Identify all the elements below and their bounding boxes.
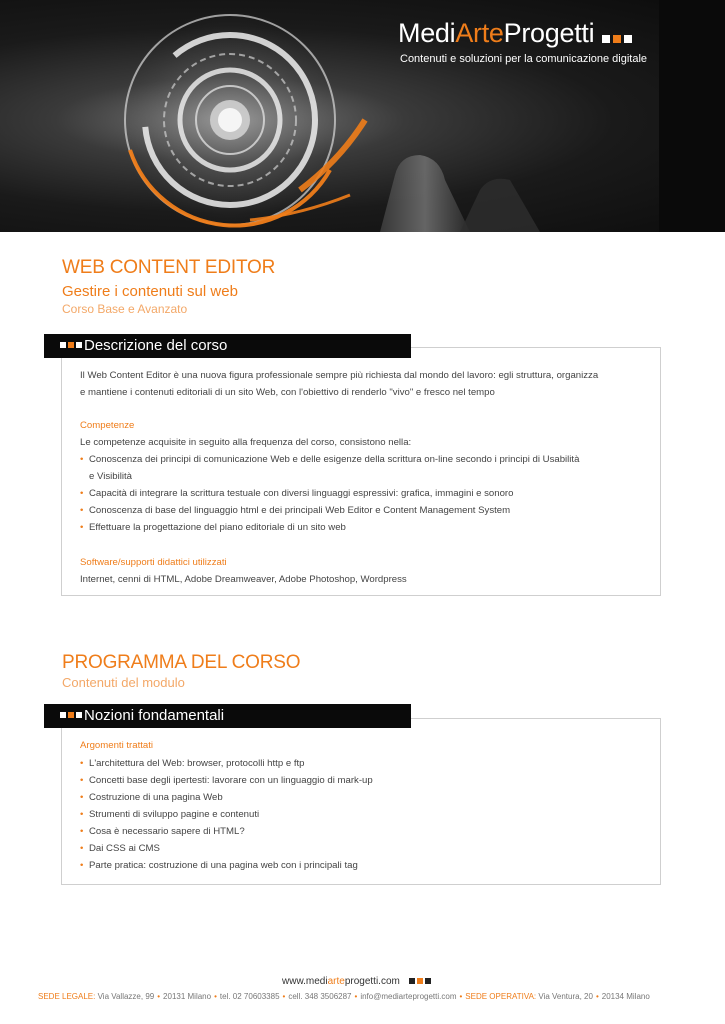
topics-list [80, 755, 373, 874]
list-item: • Effettuare la progettazione del piano editoriale di un sito web [80, 519, 579, 536]
phone: tel. 02 70603385 [219, 992, 280, 1001]
course-title: WEB CONTENT EDITOR [62, 257, 276, 278]
brand-title-accent: Arte [455, 18, 504, 48]
city: 20131 Milano [163, 992, 212, 1001]
description-bar-label: Descrizione del corso [84, 337, 228, 354]
program-bar [44, 704, 411, 728]
website-part: www.medi [282, 976, 328, 987]
competenze-label: Competenze [80, 420, 135, 431]
list-item: e Visibilità [89, 471, 133, 482]
brand-logo [398, 18, 635, 50]
hero-side-strip [659, 0, 725, 232]
intro-line: Il Web Content Editor è una nuova figura professionale sempre più richiesta dal mondo del lavoro: egli struttura, organizza [80, 370, 599, 381]
list-item: • L'architettura del Web: browser, protocolli http e ftp [80, 755, 373, 772]
bullet-squares-icon [60, 342, 66, 348]
brand-squares-icon [602, 19, 635, 50]
course-subtitle: Gestire i contenuti sul web [62, 283, 238, 300]
bullet-squares-icon [60, 712, 66, 718]
email-link[interactable]: info@mediarteprogetti.com [360, 992, 457, 1001]
topics-label: Argomenti trattati [80, 740, 154, 751]
list-item: • Dai CSS ai CMS [80, 840, 373, 857]
list-item: • Conoscenza dei principi di comunicazione Web e delle esigenze della scrittura on-line secondo i principi di Usabilità [80, 451, 579, 468]
sede-operativa-address: Via Ventura, 20 [538, 992, 593, 1001]
website-part: progetti.com [344, 976, 400, 987]
program-title: PROGRAMMA DEL CORSO [62, 652, 301, 673]
brand-title [398, 18, 635, 48]
software-label: Software/supporti didattici utilizzati [80, 557, 227, 568]
software-text: Internet, cenni di HTML, Adobe Dreamweaver, Adobe Photoshop, Wordpress [80, 574, 407, 585]
sede-legale-address: Via Vallazze, 99 [97, 992, 155, 1001]
brand-tagline: Contenuti e soluzioni per la comunicazione digitale [400, 53, 648, 65]
city-2: 20134 Milano [601, 992, 650, 1001]
sede-legale-label: SEDE LEGALE: [38, 992, 96, 1001]
footer-address: SEDE LEGALE: Via Vallazze, 99 • 20131 Milano • tel. 02 70603385 • cell. 348 3506287 • info@mediarteprogetti.com • SEDE OPERATIVA: Via Ventura, 20 • 20134 Milano [38, 992, 650, 1001]
list-item: • Concetti base degli ipertesti: lavorare con un linguaggio di mark-up [80, 772, 373, 789]
mobile: cell. 348 3506287 [288, 992, 352, 1001]
sede-operativa-label: SEDE OPERATIVA: [465, 992, 537, 1001]
program-bar-label: Nozioni fondamentali [84, 707, 225, 724]
list-item: • Parte pratica: costruzione di una pagina web con i principali tag [80, 857, 373, 874]
website-accent: arte [327, 976, 345, 987]
list-item: • Cosa è necessario sapere di HTML? [80, 823, 373, 840]
competenze-list [80, 451, 579, 536]
course-level: Corso Base e Avanzato [62, 302, 188, 316]
brand-title-part: Medi [398, 18, 456, 48]
intro-line: e mantiene i contenuti editoriali di un sito Web, con l'obiettivo di renderlo "vivo" e fresco nel tempo [80, 387, 495, 398]
program-subtitle: Contenuti del modulo [62, 675, 185, 690]
footer-squares-icon [409, 976, 433, 987]
list-item: • Capacità di integrare la scrittura testuale con diversi linguaggi espressivi: grafica, immagini e sonoro [80, 485, 579, 502]
list-item: • Strumenti di sviluppo pagine e contenuti [80, 806, 373, 823]
footer-website[interactable] [282, 976, 433, 987]
list-item: • Costruzione di una pagina Web [80, 789, 373, 806]
competenze-intro: Le competenze acquisite in seguito alla frequenza del corso, consistono nella: [80, 437, 412, 448]
brand-title-part: Progetti [503, 18, 595, 48]
description-bar [44, 334, 411, 358]
list-item: • Conoscenza di base del linguaggio html e dei principali Web Editor e Content Management System [80, 502, 579, 519]
